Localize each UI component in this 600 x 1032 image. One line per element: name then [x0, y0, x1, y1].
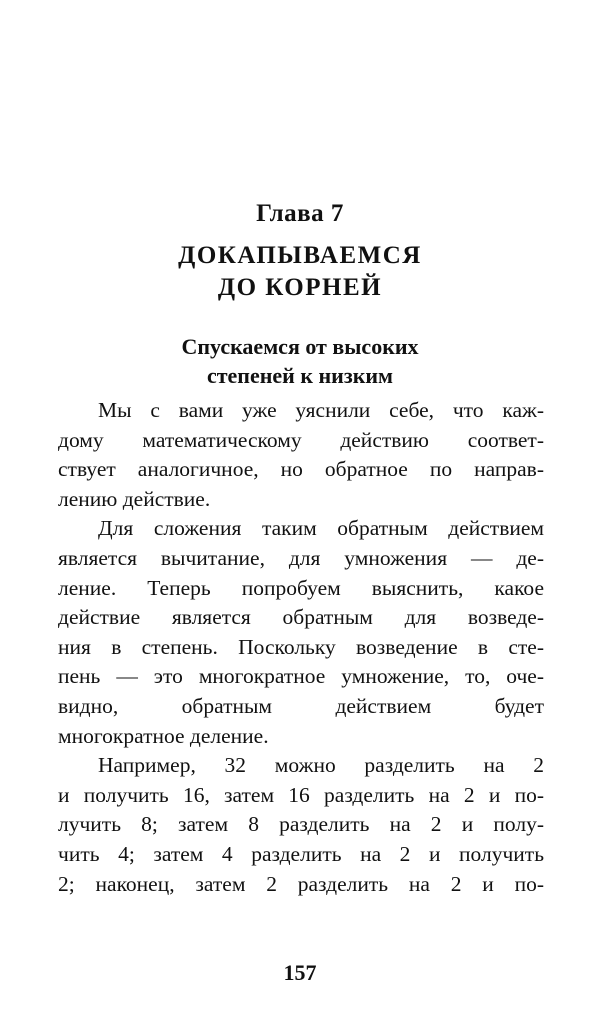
text-line: действие является обратным для возведе- — [58, 605, 544, 630]
text-line: и получить 16, затем 16 разделить на 2 и по- — [58, 782, 544, 807]
text-line: видно, обратным действием будет — [58, 693, 544, 718]
text-line: ствует аналогичное, но обратное по направ- — [58, 457, 544, 482]
section-title — [0, 332, 600, 390]
text-line: лению действие. — [58, 486, 211, 511]
body-text — [58, 396, 544, 899]
text-line: ния в степень. Поскольку возведение в сте- — [58, 634, 544, 659]
text-line: чить 4; затем 4 разделить на 2 и получить — [58, 841, 544, 866]
text-line: лучить 8; затем 8 разделить на 2 и полу- — [58, 812, 544, 837]
paragraph — [58, 396, 544, 514]
text-line: Мы с вами уже уяснили себе, что каж- — [98, 398, 544, 422]
text-line: 2; наконец, затем 2 разделить на 2 и по- — [58, 871, 544, 896]
text-line: является вычитание, для умножения — де- — [58, 545, 544, 570]
text-line: Например, 32 можно разделить на 2 — [98, 753, 544, 778]
chapter-title-line: ДО КОРНЕЙ — [217, 274, 383, 301]
text-line: многократное деление. — [58, 723, 269, 748]
chapter-title — [0, 240, 600, 304]
section-title-line: степеней к низким — [206, 363, 394, 388]
text-line: пень — это многократное умножение, то, оче- — [58, 664, 544, 689]
chapter-number: Глава 7 — [256, 200, 344, 227]
text-line: Для сложения таким обратным действием — [98, 516, 544, 541]
text-line: ление. Теперь попробуем выяснить, какое — [58, 575, 544, 600]
paragraph — [58, 751, 544, 899]
page-number: 157 — [283, 960, 317, 985]
text-line: дому математическому действию соответ- — [58, 427, 544, 452]
chapter-title-line: ДОКАПЫВАЕМСЯ — [178, 242, 422, 269]
section-title-line: Спускаемся от высоких — [181, 334, 419, 359]
paragraph — [58, 514, 544, 751]
